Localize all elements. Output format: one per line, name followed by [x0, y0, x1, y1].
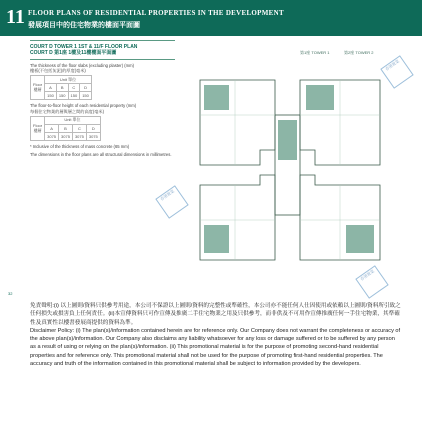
- dimension-note: The dimensions in the floor plans are all structural dimensions in millimetres.: [30, 152, 172, 158]
- table-cell: Floor 樓層: [31, 116, 45, 140]
- header-title-zh: 發展項目中的住宅物業的樓面平面圖: [28, 22, 140, 29]
- legend-tower1: 第1座 TOWER 1: [300, 50, 330, 55]
- table-cell: C: [68, 84, 80, 92]
- table-cell: Unit 單位: [45, 76, 92, 84]
- legend-tower2: 第2座 TOWER 2: [344, 50, 374, 55]
- divider: [30, 40, 175, 41]
- table-cell: Unit 單位: [45, 116, 101, 124]
- table-cell: 3075: [59, 132, 73, 140]
- table-cell: B: [59, 124, 73, 132]
- table-cell: D: [80, 84, 92, 92]
- header-title-en: FLOOR PLANS OF RESIDENTIAL PROPERTIES IN THE DEVELOPMENT: [28, 9, 284, 17]
- thickness-note: The thickness of the floor slabs (excluding plaster) (mm) 樓板(不包括灰泥)的厚度(毫米): [30, 63, 135, 74]
- disclaimer: [30, 302, 402, 368]
- table-cell: 3075: [86, 132, 100, 140]
- table-cell: D: [86, 124, 100, 132]
- table-cell: C: [72, 124, 86, 132]
- floor-plan-drawing: [180, 55, 395, 280]
- table-cell: A: [45, 84, 57, 92]
- height-table: [30, 116, 101, 141]
- left-info-column: [30, 40, 175, 157]
- page-number: 32: [8, 291, 13, 296]
- table-cell: Floor 樓層: [31, 76, 45, 100]
- disclaimer-zh: 免責聲明:(i) 以上圖則/資料只供參考用途，本公司不保證以上圖則/資料的完整性或準確性，本公司亦不能任何人仕因使用或依賴以上圖則/資料所引致之任何損失或損害負上任何責任。(ii)本宣傳資料只可作宣傳及推廣二手住宅物業之用及只供參考，而非供及不可用作宣傳推廣任何一手住宅物業，其準確性及真實性以樓書發展商提供的資料為準。: [30, 303, 401, 326]
- page-header: [0, 0, 422, 36]
- table-cell: 150: [80, 92, 92, 100]
- plan-heading-en: COURT D TOWER 1 1ST & 11/F FLOOR PLAN: [30, 44, 138, 50]
- disclaimer-en: Disclaimer Policy: (i) The plan(s)/information contained herein are for reference only. Our Company does not warrant the completeness or accuracy of the above plan(s)/information. Our Company also disclaims any liability whatsoever for any loss or damage suffered or to be suffered by any person as a result of using or relying on the plan(s)/information. (ii) This promotional material is for the purpose of promoting second-hand residential properties and for reference only. This promotional material shall not be used for the purpose of promoting first-hand residential properties. The accuracy and truth of the information contained in this promotional material shall be subject to information provided by the developers.: [30, 327, 401, 368]
- watermark-stamp: 香港置業: [380, 55, 413, 88]
- thickness-table: [30, 75, 92, 100]
- watermark-stamp: 香港置業: [155, 185, 188, 218]
- table-cell: A: [45, 124, 59, 132]
- section-number: 11: [6, 6, 25, 28]
- divider: [30, 59, 175, 60]
- table-cell: 150: [68, 92, 80, 100]
- height-note: The floor-to-floor height of each residential property (mm) 每個住宅物業的層與層之間的高度(毫米): [30, 103, 137, 114]
- plan-heading-zh: COURT D 第1座 1樓及11樓樓面平面圖: [30, 50, 117, 56]
- table-cell: 150: [45, 92, 57, 100]
- table-cell: 3075: [72, 132, 86, 140]
- watermark-stamp: 香港置業: [355, 265, 388, 298]
- table-cell: 150: [56, 92, 68, 100]
- table-cell: 3075: [45, 132, 59, 140]
- table-cell: B: [56, 84, 68, 92]
- mass-concrete-note: * Inclusive of the thickness of mass concrete (65 mm): [30, 143, 130, 149]
